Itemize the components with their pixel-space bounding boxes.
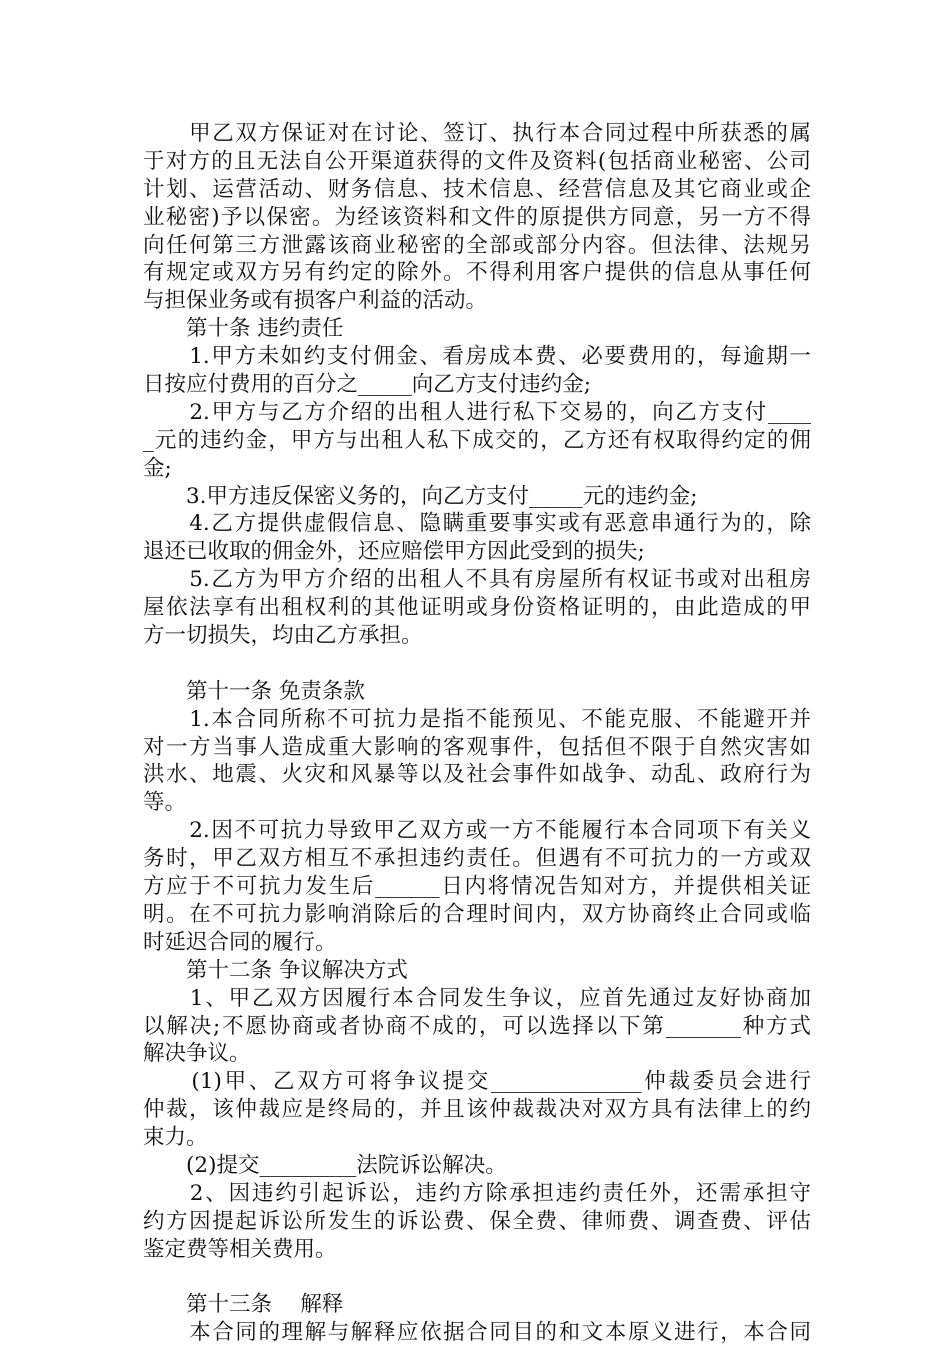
text-line: 仲裁，该仲裁应是终局的，并且该仲裁裁决对双方具有法律上的约 bbox=[143, 1097, 811, 1123]
text-line: 时延迟合同的履行。 bbox=[143, 929, 337, 955]
text-line: 以解决;不愿协商或者协商不成的，可以选择以下第_______种方式 bbox=[143, 1013, 811, 1039]
text-line: (1)甲、乙双方可将争议提交______________仲裁委员会进行 bbox=[143, 1069, 811, 1095]
text-line: 务时，甲乙双方相互不承担违约责任。但遇有不可抗力的一方或双 bbox=[143, 846, 811, 872]
text-line: 2.甲方与乙方介绍的出租人进行私下交易的，向乙方支付____ bbox=[143, 399, 811, 425]
text-line: 屋依法享有出租权利的其他证明或身份资格证明的，由此造成的甲 bbox=[143, 595, 811, 621]
blank-line bbox=[143, 1264, 811, 1292]
text-line: 1、甲乙双方因履行本合同发生争议，应首先通过友好协商加 bbox=[143, 985, 811, 1011]
contract-text-body bbox=[143, 120, 811, 1347]
text-line: 退还已收取的佣金外，还应赔偿甲方因此受到的损失; bbox=[143, 539, 645, 565]
text-line: 第十条 违约责任 bbox=[143, 316, 344, 342]
text-line: 第十二条 争议解决方式 bbox=[143, 957, 408, 983]
text-line: 1.甲方未如约支付佣金、看房成本费、必要费用的，每逾期一 bbox=[143, 344, 811, 370]
text-line: 4.乙方提供虚假信息、隐瞒重要事实或有恶意串通行为的，除 bbox=[143, 511, 811, 537]
text-line: 5.乙方为甲方介绍的出租人不具有房屋所有权证书或对出租房 bbox=[143, 567, 811, 593]
text-line: 1.本合同所称不可抗力是指不能预见、不能克服、不能避开并 bbox=[143, 706, 811, 732]
text-line: 向任何第三方泄露该商业秘密的全部或部分内容。但法律、法规另 bbox=[143, 232, 811, 258]
text-line: _元的违约金，甲方与出租人私下成交的，乙方还有权取得约定的佣 bbox=[143, 427, 811, 453]
text-line: 计划、运营活动、财务信息、技术信息、经营信息及其它商业或企 bbox=[143, 176, 811, 202]
text-line: 明。在不可抗力影响消除后的合理时间内，双方协商终止合同或临 bbox=[143, 901, 811, 927]
text-line: 与担保业务或有损客户利益的活动。 bbox=[143, 288, 488, 314]
text-line: 2、因违约引起诉讼，违约方除承担违约责任外，还需承担守 bbox=[143, 1180, 811, 1206]
text-line: 鉴定费等相关费用。 bbox=[143, 1236, 337, 1262]
text-line: (2)提交_________法院诉讼解决。 bbox=[143, 1152, 507, 1178]
text-line: 约方因提起诉讼所发生的诉讼费、保全费、律师费、调查费、评估 bbox=[143, 1208, 811, 1234]
text-line: 甲乙双方保证对在讨论、签订、执行本合同过程中所获悉的属 bbox=[143, 121, 811, 146]
text-line: 第十三条 解释 bbox=[143, 1292, 344, 1318]
text-line: 于对方的且无法自公开渠道获得的文件及资料(包括商业秘密、公司 bbox=[143, 148, 811, 174]
text-line: 金; bbox=[143, 455, 172, 481]
text-line: 第十一条 免责条款 bbox=[143, 678, 365, 704]
text-line: 业秘密)予以保密。为经该资料和文件的原提供方同意，另一方不得 bbox=[143, 204, 811, 230]
text-line: 有规定或双方另有约定的除外。不得利用客户提供的信息从事任何 bbox=[143, 260, 811, 286]
text-line: 方一切损失，均由乙方承担。 bbox=[143, 623, 423, 649]
text-line: 解决争议。 bbox=[143, 1041, 251, 1067]
text-line: 3.甲方违反保密义务的，向乙方支付_____元的违约金; bbox=[143, 483, 698, 509]
text-line: 2.因不可抗力导致甲乙双方或一方不能履行本合同项下有关义 bbox=[143, 818, 811, 844]
text-line: 日按应付费用的百分之_____向乙方支付违约金; bbox=[143, 372, 591, 398]
blank-line bbox=[143, 650, 811, 678]
text-line: 等。 bbox=[143, 790, 187, 816]
text-line: 对一方当事人造成重大影响的客观事件，包括但不限于自然灾害如 bbox=[143, 734, 811, 760]
text-line: 本合同的理解与解释应依据合同目的和文本原义进行，本合同 bbox=[143, 1320, 811, 1346]
text-line: 洪水、地震、火灾和风暴等以及社会事件如战争、动乱、政府行为 bbox=[143, 762, 811, 788]
text-line: 束力。 bbox=[143, 1125, 208, 1151]
text-line: 方应于不可抗力发生后______日内将情况告知对方，并提供相关证 bbox=[143, 874, 811, 900]
